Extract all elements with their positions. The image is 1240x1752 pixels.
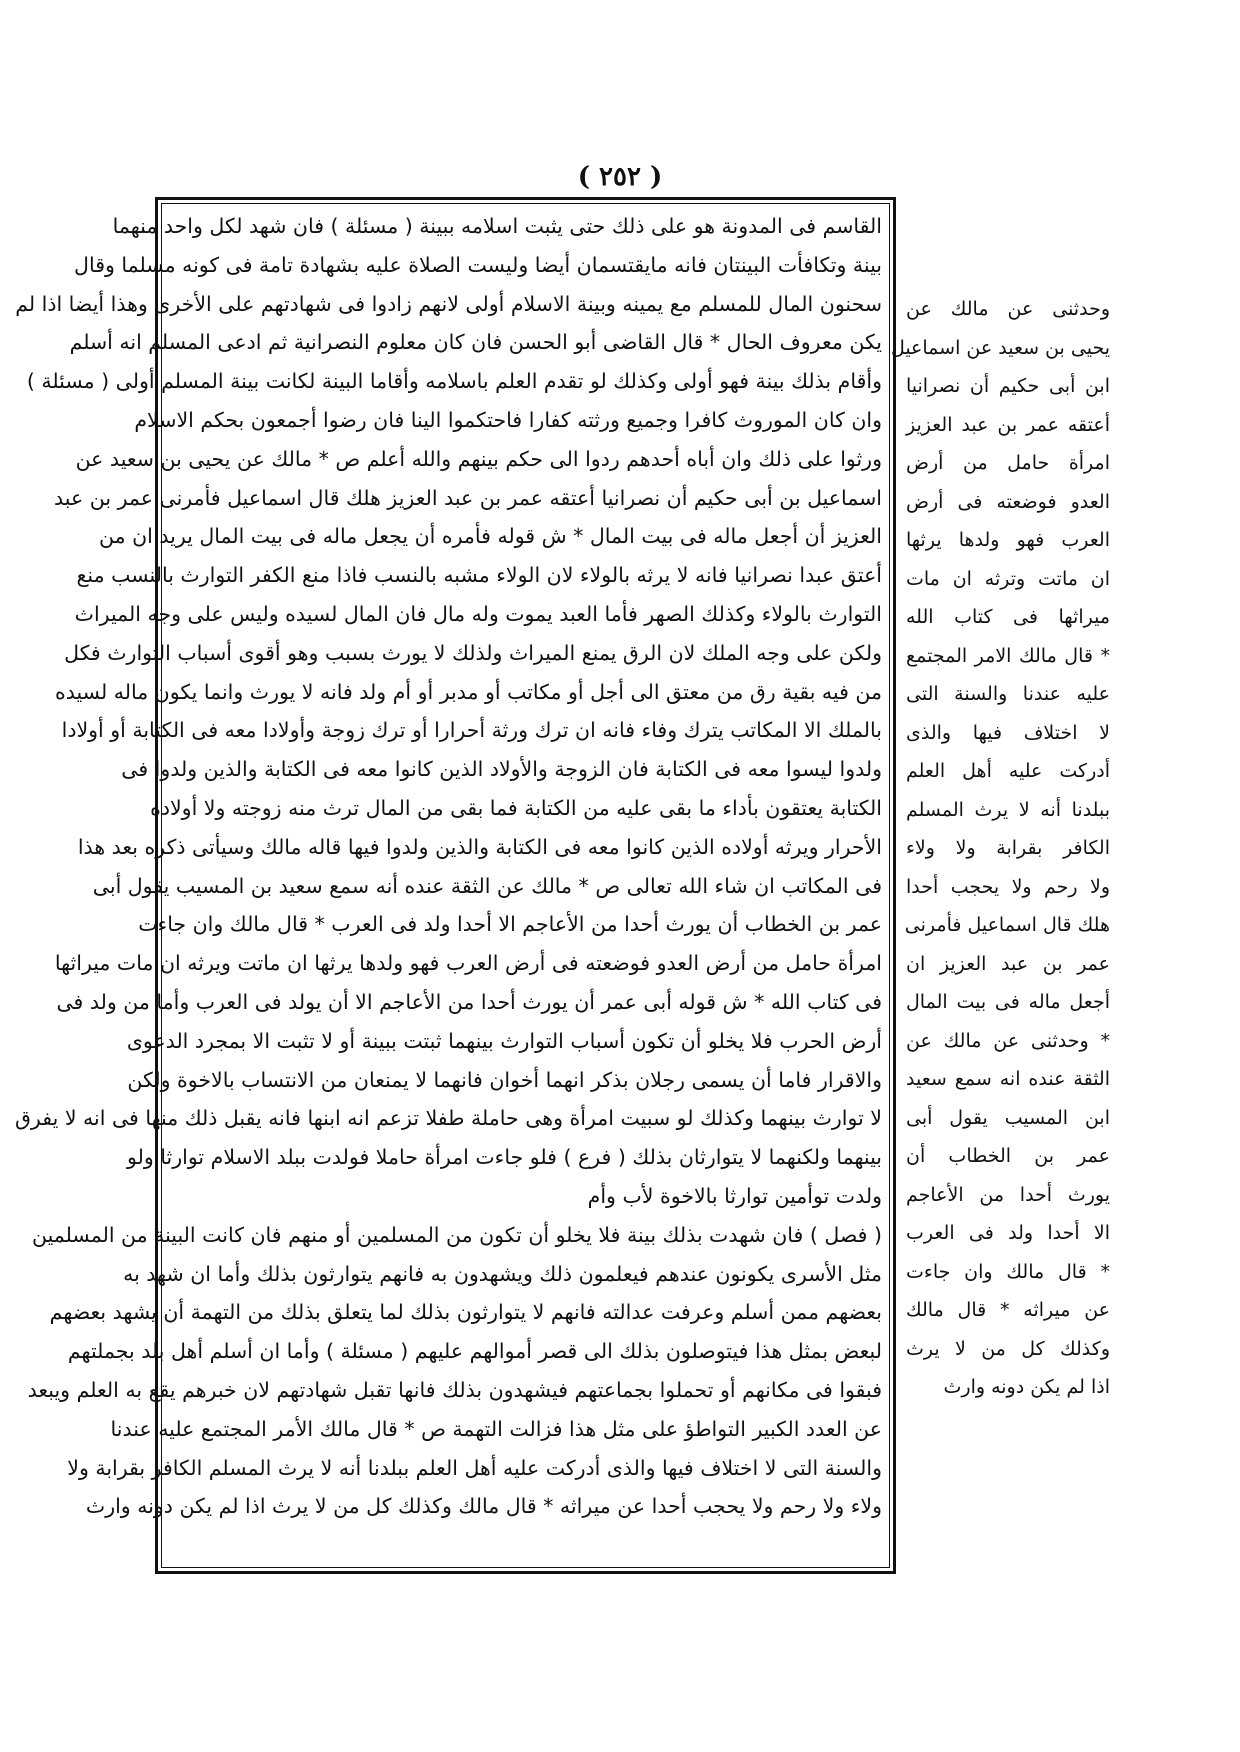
main-text-line: الأحرار ويرثه أولاده الذين كانوا معه فى الكتابة والذين ولدوا فيها قاله مالك وسيأتى ذكره بعد هذا <box>77 834 882 859</box>
main-text-line: العزيز أن أجعل ماله فى بيت المال * ش قوله فأمره أن يجعل ماله فى بيت المال يريد ان من <box>98 524 882 549</box>
margin-text-line: عليه عندنا والسنة التى <box>906 683 1110 705</box>
main-text-line: ولدت توأمين توارثا بالاخوة لأب وأم <box>587 1183 882 1208</box>
main-text-line: امرأة حامل من أرض العدو فوضعته فى أرض العرب فهو ولدها يرثها ان ماتت ويرثه ان مات ميراثها <box>54 951 882 976</box>
main-text-line: ولاء ولا رحم ولا يحجب أحدا عن ميراثه * قال مالك وكذلك كل من لا يرث اذا لم يكن دونه وارث <box>85 1494 882 1519</box>
margin-text-line: هلك قال اسماعيل فأمرنى <box>904 914 1110 936</box>
main-text-line: التوارث بالولاء وكذلك الصهر فأما العبد يموت وله مال فان المال لسيده وليس على وجه الميراث <box>74 601 882 626</box>
margin-text-line: يحيى بن سعيد عن اسماعيل <box>890 336 1110 359</box>
page-number: ( ٢٥٢ ) <box>577 162 663 192</box>
margin-text-line: عمر بن عبد العزيز ان <box>906 952 1110 975</box>
margin-text-line: عمر بن الخطاب أن <box>906 1145 1110 1167</box>
margin-text-line: يورث أحدا من الأعاجم <box>906 1183 1110 1206</box>
margin-text-line: ان ماتت وترثه ان مات <box>906 567 1110 590</box>
main-text-line: عن العدد الكبير التواطؤ على مثل هذا فزالت التهمة ص * قال مالك الأمر المجتمع عليه عندنا <box>110 1416 882 1441</box>
main-text-line: لا توارث بينهما وكذلك لو سبيت امرأة وهى حاملة طفلا تزعم انه ابنها فانه يقبل ذلك منها فى انه لا يفرق <box>15 1106 882 1131</box>
margin-text-line: * وحدثنى عن مالك عن <box>906 1029 1110 1052</box>
margin-text-line: اذا لم يكن دونه وارث <box>943 1376 1110 1398</box>
margin-text-line: العرب فهو ولدها يرثها <box>906 529 1110 551</box>
margin-text-line: الا أحدا ولد فى العرب <box>906 1222 1110 1244</box>
main-text-line: من فيه بقية رق من معتق الى أجل أو مكاتب أو مدبر أو أم ولد فانه لا يورث وانما يكون ماله لسيده <box>54 679 882 704</box>
main-text-line: ولدوا ليسوا معه فى الكتابة فان الزوجة والأولاد الذين كانوا معه فى الكتابة والذين ولدوا فى <box>121 757 882 782</box>
margin-text-line: عن ميراثه * قال مالك <box>906 1299 1110 1321</box>
main-text-line: القاسم فى المدونة هو على ذلك حتى يثبت اسلامه ببينة ( مسئلة ) فان شهد لكل واحد منهما <box>112 214 882 238</box>
margin-text-line: ابن أبى حكيم أن نصرانيا <box>906 375 1110 397</box>
margin-text-line: * قال مالك وان جاءت <box>906 1260 1110 1283</box>
main-text-line: أرض الحرب فلا يخلو أن تكون أسباب التوارث بينهما ثبتت ببينة أو لا تثبت الا بمجرد الدعوى <box>126 1028 882 1053</box>
main-text-line: يكن معروف الحال * قال القاضى أبو الحسن فان كان معلوم النصرانية ثم ادعى المسلم انه أسلم <box>69 330 882 355</box>
main-text-line: مثل الأسرى يكونون عندهم فيعلمون ذلك ويشهدون به فانهم يتوارثون بذلك وأما ان شهد به <box>123 1261 882 1286</box>
margin-text-line: ابن المسيب يقول أبى <box>906 1106 1110 1129</box>
main-text-line: فى كتاب الله * ش قوله أبى عمر أن يورث أحدا من الأعاجم الا أن يولد فى العرب وأما من ولد فى <box>56 989 882 1014</box>
margin-text-line: وكذلك كل من لا يرث <box>906 1337 1110 1360</box>
main-text-line: بينة وتكافأت البينتان فانه مايقتسمان أيضا وليست الصلاة عليه بشهادة تامة فى كونه مسلما وقال <box>74 252 882 277</box>
main-text-line: الكتابة يعتقون بأداء ما بقى عليه من الكتابة فما بقى من المال ترث منه زوجته ولا أولاده <box>150 795 882 820</box>
main-text-line: فى المكاتب ان شاء الله تعالى ص * مالك عن الثقة عنده أنه سمع سعيد بن المسيب يقول أبى <box>92 873 882 898</box>
margin-text-line: أعتقه عمر بن عبد العزيز <box>906 413 1110 436</box>
margin-text-line: أدركت عليه أهل العلم <box>906 760 1110 782</box>
main-text-line: بعضهم ممن أسلم وعرفت عدالته فانهم لا يتوارثون بذلك لما يتعلق بذلك من التهمة أن يشهد بعضهم <box>49 1300 882 1325</box>
main-text-line: اسماعيل بن أبى حكيم أن نصرانيا أعتقه عمر بن عبد العزيز هلك قال اسماعيل فأمرنى عمر بن عبد <box>54 485 882 510</box>
main-text-line: ولكن على وجه الملك لان الرق يمنع الميراث ولذلك لا يورث بسبب وهو أقوى أسباب التوارث فكل <box>64 640 882 665</box>
main-text-line: ورثوا على ذلك وان أباه أحدهم ردوا الى حكم بينهم والله أعلم ص * مالك عن يحيى بن سعيد عن <box>75 446 882 471</box>
main-text-line: ( فصل ) فان شهدت بذلك بينة فلا يخلو أن تكون من المسلمين أو منهم فان كانت البينة من المسلمين <box>32 1222 882 1247</box>
margin-text-line: العدو فوضعته فى أرض <box>906 490 1110 513</box>
main-text-line: فبقوا فى مكانهم أو تحملوا بجماعتهم فيشهدون بذلك فانها تقبل شهادتهم لان خبرهم يقع به العلم ويبعد <box>27 1377 882 1402</box>
margin-text-line: الكافر بقرابة ولا ولاء <box>906 837 1110 859</box>
margin-text-line: وحدثنى عن مالك عن <box>906 298 1110 320</box>
margin-text-line: * قال مالك الامر المجتمع <box>906 644 1110 667</box>
main-text-line: لبعض بمثل هذا فيتوصلون بذلك الى قصر أموالهم عليهم ( مسئلة ) وأما ان أسلم أهل بلد بجملتهم <box>67 1339 882 1364</box>
main-text-line: أعتق عبدا نصرانيا فانه لا يرثه بالولاء لان الولاء مشبه بالنسب فاذا منع الكفر التوارث بالنسب منع <box>76 563 882 588</box>
main-text-line: سحنون المال للمسلم مع يمينه وبينة الاسلام أولى لانهم زادوا فى شهادتهم على الأخرى وهذا أيضا اذا لم <box>15 291 882 316</box>
main-text-line: عمر بن الخطاب أن يورث أحدا من الأعاجم الا أحدا ولد فى العرب * قال مالك وان جاءت <box>138 912 882 937</box>
main-text-line: والاقرار فاما أن يسمى رجلان بذكر انهما أخوان فانهما لا يمنعان من الانتساب بالاخوة ولكن <box>127 1067 882 1092</box>
margin-text-line: ميراثها فى كتاب الله <box>906 606 1110 628</box>
margin-text-line: أجعل ماله فى بيت المال <box>906 991 1110 1013</box>
margin-text-block <box>890 290 1110 1530</box>
main-text-line: والسنة التى لا اختلاف فيها والذى أدركت عليه أهل العلم ببلدنا أنه لا يرث المسلم الكافر بقرابة ولا <box>67 1455 882 1480</box>
margin-text-line: ببلدنا أنه لا يرث المسلم <box>906 798 1110 821</box>
margin-text-line: امرأة حامل من أرض <box>906 452 1110 474</box>
margin-text-line: لا اختلاف فيها والذى <box>906 721 1110 744</box>
main-text-block <box>15 207 882 1562</box>
margin-text-line: ولا رحم ولا يحجب أحدا <box>906 875 1110 898</box>
main-text-line: بالملك الا المكاتب يترك وفاء فانه ان ترك ورثة أحرارا أو ترك زوجة وأولادا معه فى الكتابة أو أولادا <box>61 718 882 743</box>
main-text-line: وان كان الموروث كافرا وجميع ورثته كفارا فاحتكموا الينا فان رضوا أجمعون بحكم الاسلام <box>134 407 882 432</box>
main-text-line: بينهما ولكنهما لا يتوارثان بذلك ( فرع ) فلو جاءت امرأة حاملا فولدت ببلد الاسلام توارثا ولو <box>127 1145 882 1170</box>
margin-text-line: الثقة عنده انه سمع سعيد <box>906 1068 1110 1090</box>
main-text-line: وأقام بذلك بينة فهو أولى وكذلك لو تقدم العلم باسلامه وأقاما البينة لكانت بينة المسلم أولى ( مسئلة ) <box>26 369 882 394</box>
